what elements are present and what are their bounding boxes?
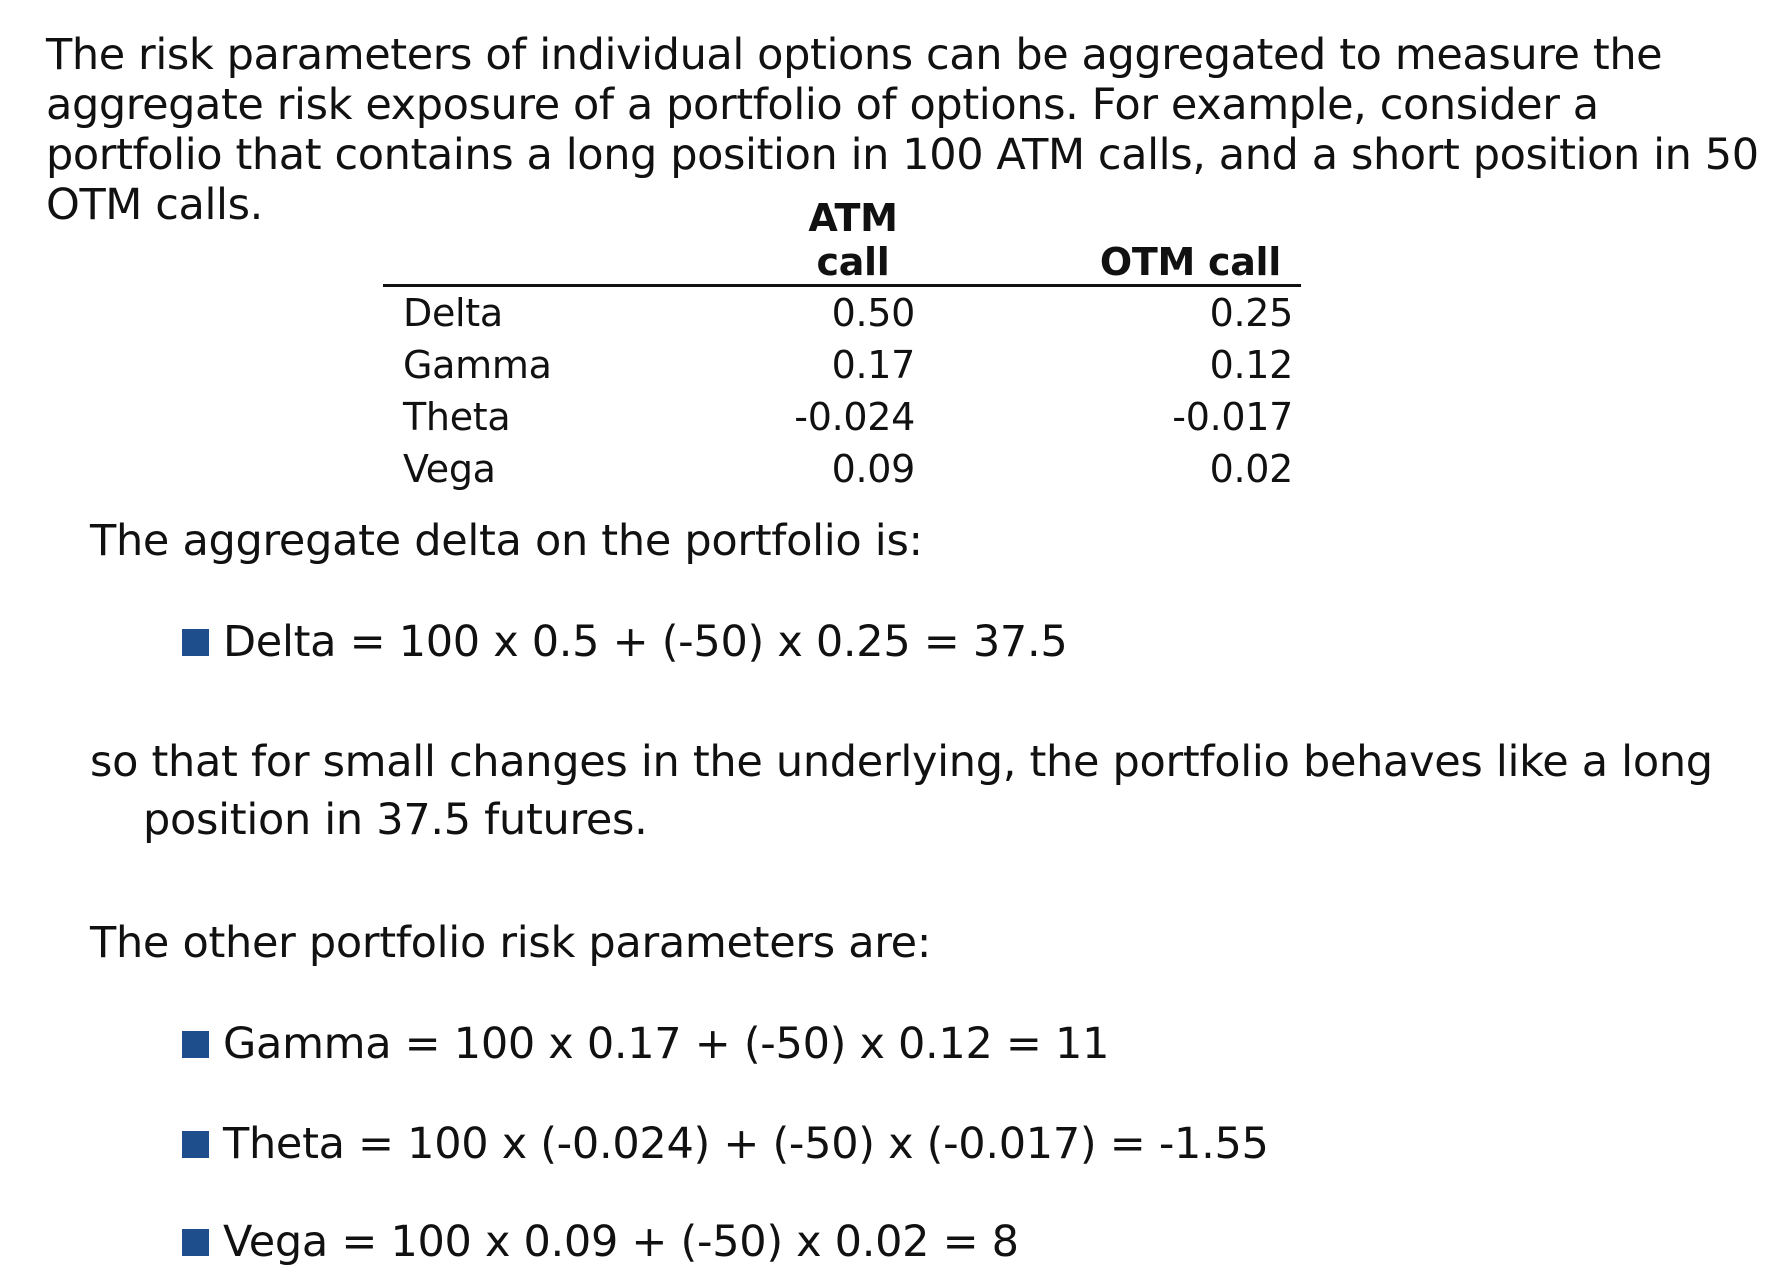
square-bullet-icon — [182, 1229, 209, 1256]
otm-value: 0.25 — [1209, 291, 1293, 335]
conclusion-paragraph: so that for small changes in the underlying, the portfolio behaves like a long position in 37.5 futures. — [90, 737, 1713, 845]
table-header-otm: OTM call — [923, 196, 1301, 286]
table-row — [383, 391, 1301, 443]
otm-value: 0.02 — [1209, 447, 1293, 491]
gamma-bullet — [182, 1019, 1109, 1069]
delta-formula: Delta = 100 x 0.5 + (-50) x 0.25 = 37.5 — [223, 617, 1068, 667]
intro-line: portfolio that contains a long position in 100 ATM calls, and a short position in 50 — [46, 130, 1759, 180]
square-bullet-icon — [182, 1031, 209, 1058]
row-label: Gamma — [403, 343, 552, 387]
vega-bullet — [182, 1217, 1019, 1267]
intro-line: The risk parameters of individual options can be aggregated to measure the — [46, 30, 1663, 80]
square-bullet-icon — [182, 1131, 209, 1158]
atm-value: 0.09 — [831, 447, 915, 491]
row-label: Theta — [403, 395, 511, 439]
atm-value: 0.17 — [831, 343, 915, 387]
otm-value: 0.12 — [1209, 343, 1293, 387]
vega-formula: Vega = 100 x 0.09 + (-50) x 0.02 = 8 — [223, 1217, 1019, 1267]
table-row — [383, 339, 1301, 391]
gamma-formula: Gamma = 100 x 0.17 + (-50) x 0.12 = 11 — [223, 1019, 1110, 1069]
atm-value: -0.024 — [794, 395, 915, 439]
greeks-table — [383, 196, 1301, 495]
row-label: Vega — [403, 447, 496, 491]
table-header-blank — [383, 196, 613, 286]
other-heading: The other portfolio risk parameters are: — [90, 918, 932, 968]
table-header-atm: ATM call — [613, 196, 923, 286]
otm-value: -0.017 — [1172, 395, 1293, 439]
delta-heading: The aggregate delta on the portfolio is: — [90, 516, 923, 566]
atm-value: 0.50 — [831, 291, 915, 335]
theta-formula: Theta = 100 x (-0.024) + (-50) x (-0.017) = -1.55 — [223, 1119, 1269, 1169]
intro-line: OTM calls. — [46, 180, 263, 230]
square-bullet-icon — [182, 629, 209, 656]
table-header-row — [383, 196, 1301, 286]
row-label: Delta — [403, 291, 503, 335]
theta-bullet — [182, 1119, 1269, 1169]
table-row — [383, 443, 1301, 495]
table-row — [383, 286, 1301, 340]
delta-bullet — [182, 617, 1067, 667]
intro-line: aggregate risk exposure of a portfolio of options. For example, consider a — [46, 80, 1599, 130]
